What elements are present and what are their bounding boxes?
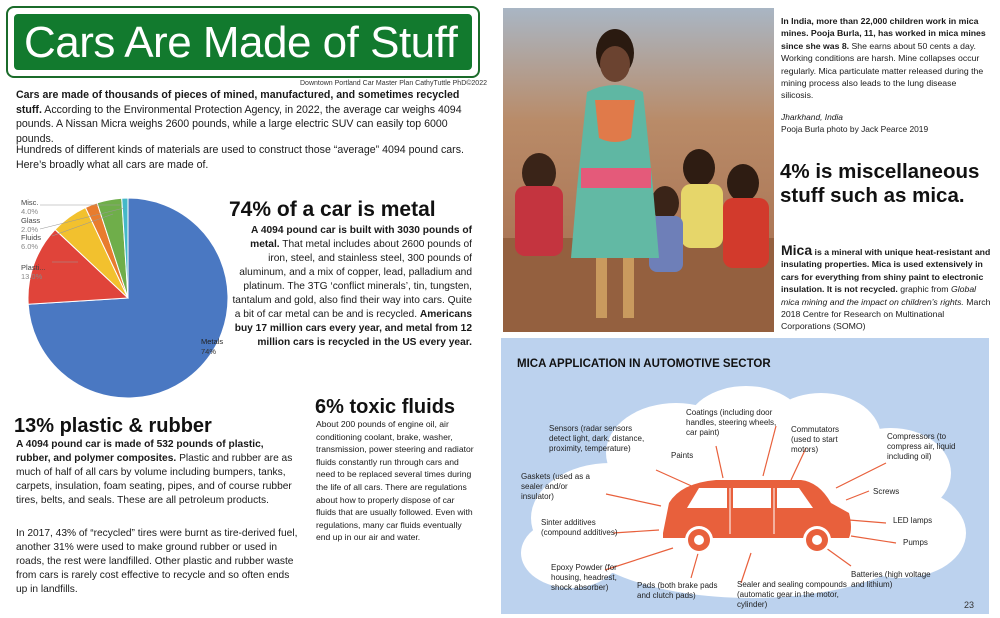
label-compressors: Compressors (to compress air, liquid including oil) [887,432,956,461]
mica-automotive-diagram [501,338,989,614]
label-led: LED lamps [893,516,933,525]
plastic-bold: A 4094 pound car is made of 532 pounds of plastic, rubber, and polymer composites. [16,439,264,464]
pie-label-plastic: Plasti... [21,263,46,272]
plastic-text: Plastic and rubber are as much of half of all cars by volume including bumpers, tanks, carpets, insulation, foam seating, pipes, and of course rubber tires, belts, and seals. These are all petroleum products. [16,453,293,506]
mica-word: Mica [781,242,813,258]
label-sinter: Sinter additives (compound additives) [541,518,618,537]
plastic-paragraph-2: In 2017, 43% of “recycled” tires were burnt as tire-derived fuel, another 31% were used to make ground rubber or used in roads, the rest were landfilled. Other plastic and rubber waste from cars is rarely cost effective to recycle and so often ends up in landfills. [16,528,298,595]
pie-label-fluids: Fluids [21,233,42,242]
fluids-paragraph: About 200 pounds of engine oil, air conditioning coolant, brake, washer, transmission, power steering and radiator fluids constantly run through cars and need to be replaced several times during the life of all cars. There are regulations about how to properly dispose of car fluids that are usually followed. Even with regulations, many car fluids eventually end up in our air and water. [316,419,474,543]
pie-pct-fluids: 6.0% [21,242,39,251]
pie-label-misc: Misc. [21,198,39,207]
label-sealer: Sealer and sealing compounds (automatic gear in the motor, cylinder) [737,580,847,609]
label-pads: Pads (both brake pads and clutch pads) [637,581,718,600]
metal-bold-2: Americans buy 17 million cars every year, and metal from 12 million cars is recycled in the US every year. [234,309,472,348]
intro-paragraph [16,88,474,146]
metal-bold: A 4094 pound car is built with 3030 pounds of metal. [250,225,472,250]
intro-lead-rest: According to the Environmental Protection Agency, in 2022, the average car weighs 4094 pounds. A Nissan Micra weighs 2600 pounds, while a large electric SUV can easily top 6000 pounds. [16,103,462,145]
photo-credit: Pooja Burla photo by Jack Pearce 2019 [781,124,929,134]
pie-label-metals: Metals [201,337,224,346]
graphic-prefix: graphic from [900,284,949,295]
label-epoxy: Epoxy Powder (for housing, headrest, shock absorber) [551,563,617,592]
pie-pct-misc: 4.0% [21,207,39,216]
label-gaskets: Gaskets (used as a sealer and/or insulator) [521,472,590,501]
misc-heading: 4% is miscellaneous stuff such as mica. [780,160,980,207]
label-batteries: Batteries (high voltage and lithium) [851,570,931,589]
label-coatings: Coatings (including door handles, steering wheels, car paint) [686,408,777,437]
india-paragraph [781,15,991,102]
mica-bold: is a mineral with unique heat-resistant and insulating properties. Mica is used extensively in cars for everything from shiny paint to electronic insulation. It is not recycled. [781,247,991,295]
intro-paragraph-2: Hundreds of different kinds of materials are used to construct those “average” 4094 pound cars. Here’s broadly what all cars are made of. [16,144,464,171]
graphic-source-rest: March 2018 Centre for Research on Multinational Corporations (SOMO) [781,296,991,332]
pie-label-glass: Glass [21,216,41,225]
title-sign-panel [12,12,474,72]
intro-lead: Cars are made of thousands of pieces of mined, manufactured, and sometimes recycled stuff. [16,89,460,116]
credit-line: Downtown Portland Car Master Plan CathyTuttle PhD©2022 [300,80,487,87]
label-commutators: Commutators (used to start motors) [791,425,840,454]
label-paints: Paints [671,451,694,460]
mica-paragraph [781,244,991,333]
page-number: 23 [964,600,975,610]
pie-pct-glass: 2.0% [21,225,39,234]
label-pumps: Pumps [903,538,928,547]
metal-paragraph [232,224,472,350]
label-screws: Screws [873,487,900,496]
mica-mine-children-photo [503,8,774,332]
title-sign [6,6,480,78]
metal-heading: 74% of a car is metal [229,198,436,221]
material-pie-chart [8,192,248,404]
page-title: Cars Are Made of Stuff [24,18,458,67]
pie-pct-plastic: 13.0% [21,272,43,281]
plastic-paragraph [16,438,298,508]
pie-pct-metals: 74% [201,347,217,356]
photo-location: Jharkhand, India [781,112,843,122]
india-text: She earns about 50 cents a day. Working conditions are harsh. Mine collapses occur regularly. Mica particulate matter released during the mining process also leads to the lung disease silicosis. [781,40,984,101]
diagram-title: MICA APPLICATION IN AUTOMOTIVE SECTOR [517,358,771,370]
metal-text: That metal includes about 2600 pounds of iron, steel, and stainless steel, 300 pounds of aluminum, and a mix of copper, lead, palladium and platinum. The 3TG ‘conflict minerals’, tin, tungsten, tantalum and gold, also find their way into cars. Quite a bit of car metal can be and is recycled. [232,239,472,320]
india-bold: In India, more than 22,000 children work in mica mines. Pooja Burla, 11, has worked in mica mines since she was 8. [781,16,986,51]
label-sensors: Sensors (radar sensors detect light, dark, distance, proximity, temperature) [549,424,645,453]
plastic-heading: 13% plastic & rubber [14,415,212,437]
fluids-heading: 6% toxic fluids [315,396,456,418]
graphic-source-title: Global mica mining and the impact on children’s rights. [781,284,977,307]
